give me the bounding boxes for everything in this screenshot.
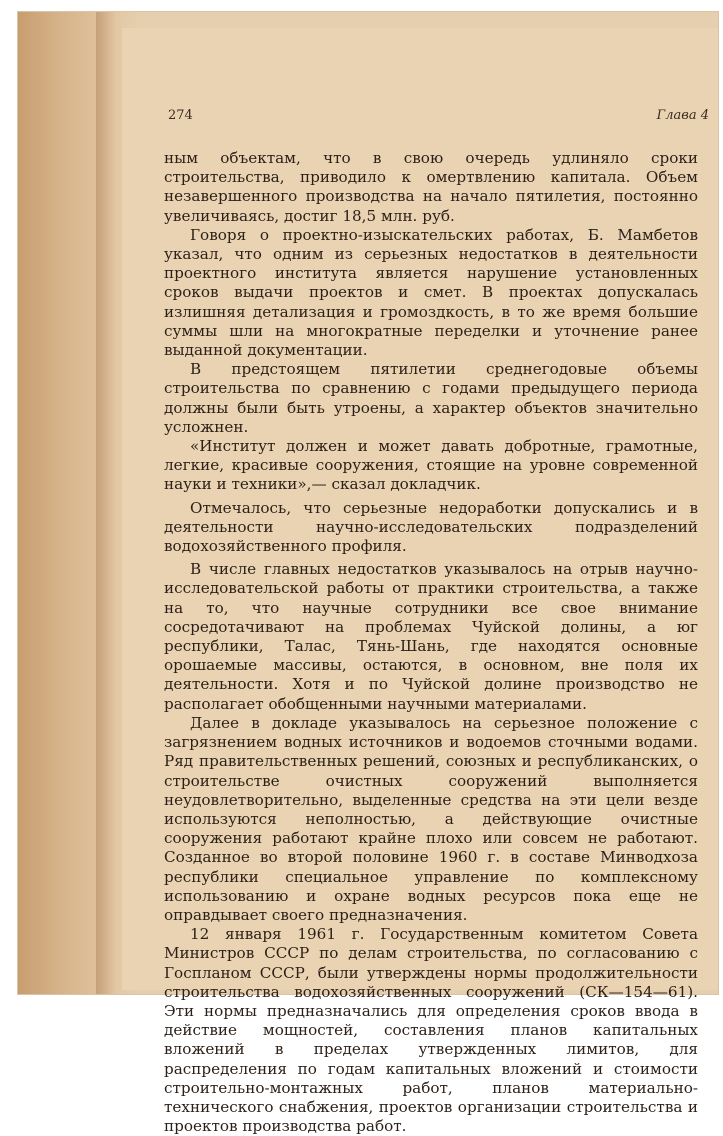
paragraph: 12 января 1961 г. Государственным комитетом Совета Министров СССР по делам строительства, по согласованию с Госпланом СССР, были утверждены нормы продолжительности строительства водохозяйственных сооружений (СК—154—61). Эти нормы предназначались для определения сроков ввода в действие мощностей, составления планов капитальных вложений в пределах утвержденных лимитов, для распределения по годам капитальных вложений и стоимости строительно-монтажных работ, планов материально-технического снабжения, проектов организации строительства и проектов производства работ. — [164, 925, 698, 1136]
book-spine — [18, 12, 138, 994]
chapter-heading: Глава 4 — [656, 108, 709, 123]
paragraph: В числе главных недостатков указывалось на отрыв научно-исследовательской работы от практики строительства, а также на то, что научные сотрудники все свое внимание сосредотачивают на проблемах Чуйской долины, а юг республики, Талас, Тянь-Шань, где находятся основные орошаемые массивы, остаются, в основном, вне поля их деятельности. Хотя и по Чуйской долине производство не располагает обобщенными научными материалами. — [164, 560, 698, 713]
page-body — [164, 149, 698, 1136]
paragraph: В предстоящем пятилетии среднегодовые объемы строительства по сравнению с годами предыдущего периода должны были быть утроены, а характер объектов значительно усложнен. — [164, 360, 698, 436]
page-number: 274 — [168, 108, 193, 123]
spine-shadow — [96, 12, 116, 994]
paragraph: Говоря о проектно-изыскательских работах, Б. Мамбетов указал, что одним из серьезных недостатков в деятельности проектного института является нарушение установленных сроков выдачи проектов и смет. В проектах допускалась излишняя детализация и громоздкость, в то же время большие суммы шли на многократные переделки и уточнение ранее выданной документации. — [164, 225, 698, 360]
paragraph: Далее в докладе указывалось на серьезное положение с загрязнением водных источников и водоемов сточными водами. Ряд правительственных решений, союзных и республиканских, о строительстве очистных сооружений выполняется неудовлетворительно, выделенные средства на эти цели везде используются неполностью, а действующие очистные сооружения работают крайне плохо или совсем не работают. Созданное во второй половине 1960 г. в составе Минводхоза республики специальное управление по комплексному использованию и охране водных ресурсов пока еще не оправдывает своего предназначения. — [164, 713, 698, 924]
paragraph: Отмечалось, что серьезные недоработки допускались и в деятельности научно-исследовательских подразделений водохозяйственного профиля. — [164, 498, 698, 556]
paragraph: «Институт должен и может давать добротные, грамотные, легкие, красивые сооружения, стоящие на уровне современной науки и техники»,— сказал докладчик. — [164, 437, 698, 494]
paragraph: ным объектам, что в свою очередь удлиняло сроки строительства, приводило к омертвлению капитала. Объем незавершенного производства на начало пятилетия, постоянно увеличиваясь, достиг 18,5 млн. руб. — [164, 149, 698, 225]
